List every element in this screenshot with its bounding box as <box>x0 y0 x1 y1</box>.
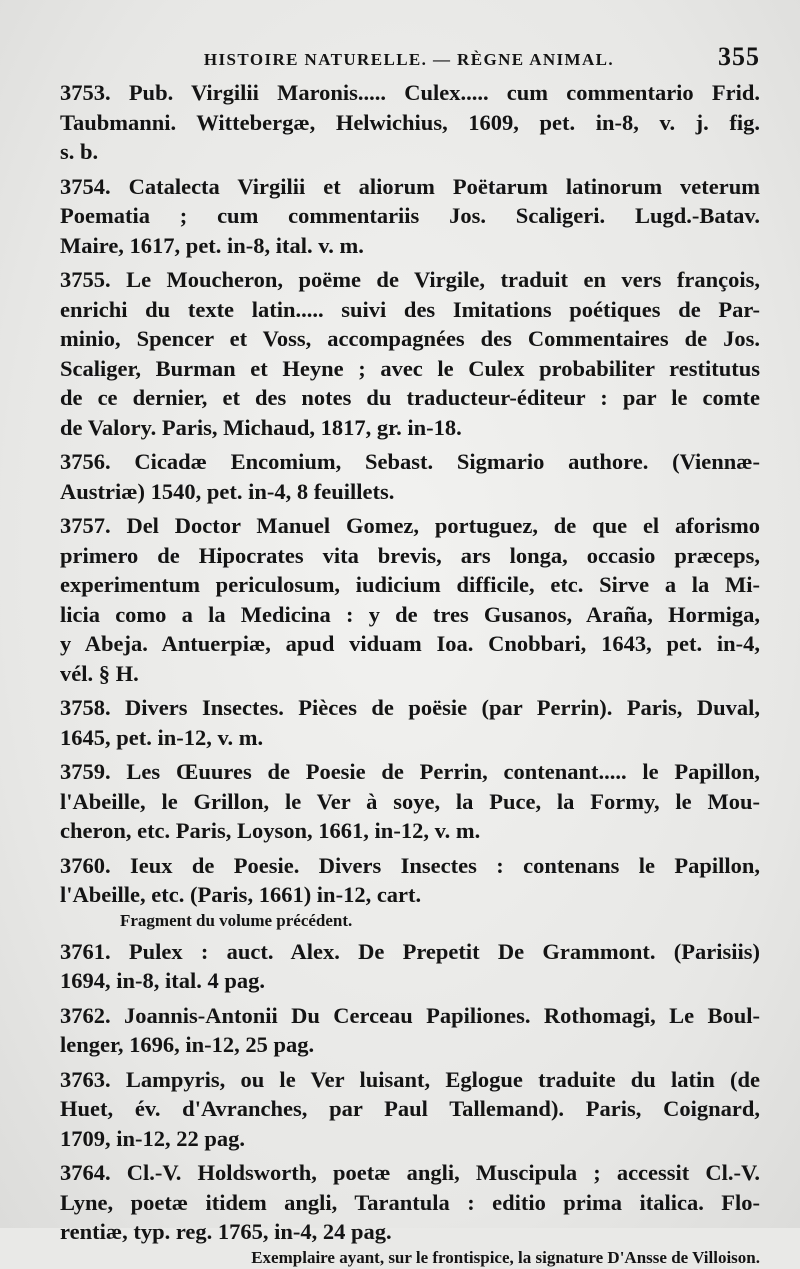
entry-line: Scaliger, Burman et Heyne ; avec le Culex probabiliter restitutus <box>60 355 760 381</box>
entry-line: Austriæ) 1540, pet. in-4, 8 feuillets. <box>60 478 395 504</box>
running-head: HISTOIRE NATURELLE. — RÈGNE ANIMAL. <box>203 50 615 69</box>
entry-line: l'Abeille, le Grillon, le Ver à soye, la Puce, la Formy, le Mou- <box>60 788 760 814</box>
entry-line: 1709, in-12, 22 pag. <box>60 1125 246 1151</box>
entry-line: 3756. Cicadæ Encomium, Sebast. Sigmario authore. (Viennæ- <box>60 449 760 474</box>
entry-line: Maire, 1617, pet. in-8, ital. v. m. <box>60 232 364 258</box>
entry-line: de Valory. Paris, Michaud, 1817, gr. in-18. <box>60 414 462 440</box>
entry-line: 3757. Del Doctor Manuel Gomez, portuguez, de que el aforismo <box>60 513 760 538</box>
entry-line: licia como a la Medicina : y de tres Gusanos, Araña, Hormiga, <box>60 601 760 627</box>
entry-line: 3761. Pulex : auct. Alex. De Prepetit De Grammont. (Parisiis) <box>60 938 760 964</box>
entry-line: 3759. Les Œuures de Poesie de Perrin, contenant..... le Papillon, <box>60 759 760 784</box>
entry-line: 3762. Joannis-Antonii Du Cerceau Papiliones. Rothomagi, Le Boul- <box>60 1002 760 1028</box>
catalog-entry <box>60 693 760 752</box>
entry-line: Taubmanni. Wittebergæ, Helwichius, 1609, pet. in-8, v. j. fig. <box>60 109 760 135</box>
catalog-entry <box>60 265 760 442</box>
entry-line: 3755. Le Moucheron, poëme de Virgile, traduit en vers françois, <box>60 267 760 292</box>
entry-line: Huet, év. d'Avranches, par Paul Tallemand). Paris, Coignard, <box>60 1096 760 1121</box>
entry-line: 3760. Ieux de Poesie. Divers Insectes : contenans le Papillon, <box>60 852 760 878</box>
entry-line: l'Abeille, etc. (Paris, 1661) in-12, cart. <box>60 882 422 907</box>
entry-line: rentiæ, typ. reg. 1765, in-4, 24 pag. <box>60 1219 392 1244</box>
entry-line: Poematia ; cum commentariis Jos. Scaligeri. Lugd.-Batav. <box>60 203 760 228</box>
page-header <box>60 42 760 72</box>
catalog-entry <box>60 1065 760 1154</box>
entry-line: s. b. <box>60 139 99 164</box>
entry-line: y Abeja. Antuerpiæ, apud viduam Ioa. Cnobbari, 1643, pet. in-4, <box>60 631 760 656</box>
entry-line: enrichi du texte latin..... suivi des Imitations poétiques de Par- <box>60 296 760 322</box>
catalog-entry <box>60 937 760 996</box>
catalog-entry <box>60 78 760 167</box>
entry-line: 3753. Pub. Virgilii Maronis..... Culex..... cum commentario Frid. <box>60 80 760 105</box>
catalog-entry <box>60 447 760 506</box>
entry-line: Lyne, poetæ itidem angli, Tarantula : editio prima italica. Flo- <box>60 1189 760 1215</box>
catalog-entry <box>60 757 760 846</box>
catalog-entry <box>60 172 760 261</box>
entry-line: 3754. Catalecta Virgilii et aliorum Poëtarum latinorum veterum <box>60 173 760 199</box>
page-number: 355 <box>718 42 760 71</box>
entry-line: minio, Spencer et Voss, accompagnées des Commentaires de Jos. <box>60 326 760 351</box>
catalog-entries <box>60 78 760 1269</box>
entry-line: cheron, etc. Paris, Loyson, 1661, in-12, v. m. <box>60 818 481 843</box>
entry-line: primero de Hipocrates vita brevis, ars longa, occasio præceps, <box>60 542 760 568</box>
entry-line: lenger, 1696, in-12, 25 pag. <box>60 1032 315 1057</box>
catalog-entry <box>60 851 760 910</box>
catalog-entry <box>60 511 760 688</box>
entry-line: 3764. Cl.-V. Holdsworth, poetæ angli, Muscipula ; accessit Cl.-V. <box>60 1160 760 1185</box>
catalog-entry <box>60 1001 760 1060</box>
entry-note: Fragment du volume précédent. <box>120 910 353 930</box>
entry-line: experimentum periculosum, iudicium difficile, etc. Sirve a la Mi- <box>60 572 760 597</box>
entry-line: de ce dernier, et des notes du traducteur-éditeur : par le comte <box>60 385 760 410</box>
entry-line: 3763. Lampyris, ou le Ver luisant, Eglogue traduite du latin (de <box>60 1066 760 1092</box>
entry-line: 3758. Divers Insectes. Pièces de poësie (par Perrin). Paris, Duval, <box>60 695 760 720</box>
entry-line: 1645, pet. in-12, v. m. <box>60 724 264 750</box>
entry-line: vél. § H. <box>60 660 139 686</box>
catalog-entry <box>60 1158 760 1247</box>
entry-line: 1694, in-8, ital. 4 pag. <box>60 968 266 993</box>
entry-note: Exemplaire ayant, sur le frontispice, la signature D'Ansse de Villoison. <box>251 1247 760 1267</box>
